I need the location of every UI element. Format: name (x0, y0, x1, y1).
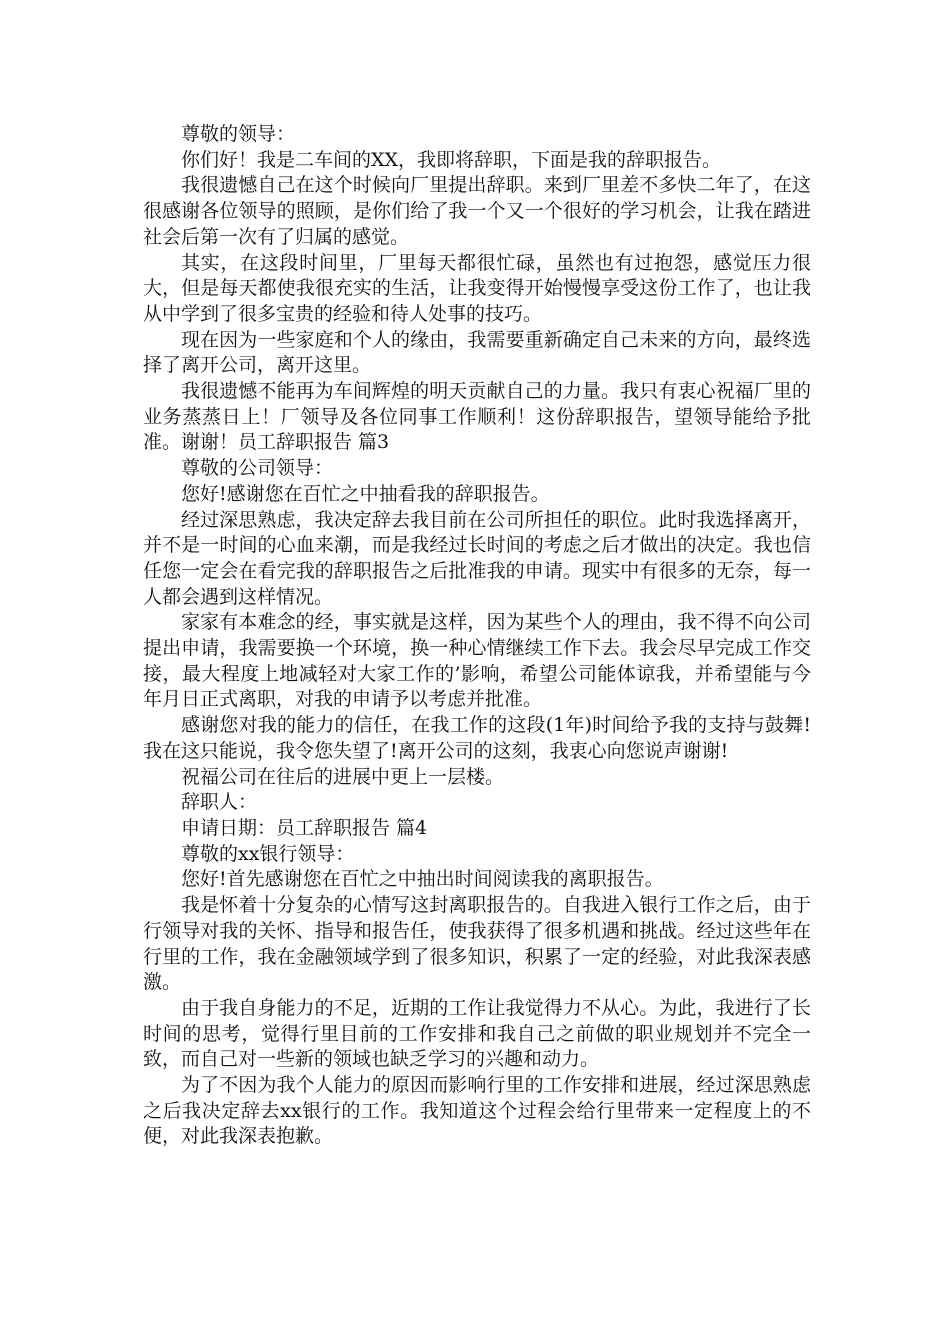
paragraph: 祝福公司在往后的进展中更上一层楼。 (181, 765, 505, 788)
paragraph-signer: 辞职人： (181, 791, 258, 814)
paragraph-date: 申请日期：员工辞职报告 篇4 (181, 816, 428, 839)
paragraph: 现在因为一些家庭和个人的缘由，我需要重新确定自己未来的方向，最终选择了离开公司，离开这里。 (143, 328, 811, 377)
paragraph: 我很遗憾自己在这个时候向厂里提出辞职。来到厂里差不多快二年了，在这很感谢各位领导的照顾，是你们给了我一个又一个很好的学习机会，让我在踏进社会后第一次有了归属的感觉。 (143, 174, 811, 248)
paragraph: 其实，在这段时间里，厂里每天都很忙碌，虽然也有过抱怨，感觉压力很大，但是每天都使我很充实的生活，让我变得开始慢慢享受这份工作了，也让我从中学到了很多宝贵的经验和待人处事的技巧。 (143, 251, 811, 325)
paragraph: 家家有本难念的经，事实就是这样，因为某些个人的理由，我不得不向公司提出申请，我需要换一个环境，换一种心情继续工作下去。我会尽早完成工作交接，最大程度上地减轻对大家工作的’影响，希望公司能体谅我，并希望能与今年月日正式离职，对我的申请予以考虑并批准。 (143, 611, 811, 711)
paragraph-greeting-4: 您好!首先感谢您在百忙之中抽出时间阅读我的离职报告。 (181, 868, 664, 891)
paragraph: 我是怀着十分复杂的心情写这封离职报告的。自我进入银行工作之后，由于行领导对我的关怀、指导和报告任，使我获得了很多机遇和挑战。经过这些年在行里的工作，我在金融领域学到了很多知识，积累了一定的经验，对此我深表感激。 (143, 894, 811, 994)
paragraph: 为了不因为我个人能力的原因而影响行里的工作安排和进展，经过深思熟虑之后我决定辞去xx银行的工作。我知道这个过程会给行里带来一定程度上的不便，对此我深表抱歉。 (143, 1074, 811, 1148)
paragraph: 我很遗憾不能再为车间辉煌的明天贡献自己的力量。我只有衷心祝福厂里的业务蒸蒸日上！厂领导及各位同事工作顺利！这份辞职报告，望领导能给予批准。谢谢！员工辞职报告 篇3 (143, 380, 811, 454)
document-body (143, 122, 811, 1150)
paragraph-greeting-1: 你们好！我是二车间的XX，我即将辞职，下面是我的辞职报告。 (181, 148, 722, 171)
paragraph: 经过深思熟虑，我决定辞去我目前在公司所担任的职位。此时我选择离开，并不是一时间的心血来潮，而是我经过长时间的考虑之后才做出的决定。我也信任您一定会在看完我的辞职报告之后批准我的申请。现实中有很多的无奈，每一人都会遇到这样情况。 (143, 508, 811, 608)
paragraph-greeting-3: 您好!感谢您在百忙之中抽看我的辞职报告。 (181, 482, 550, 505)
paragraph: 感谢您对我的能力的信任，在我工作的这段(1年)时间给予我的支持与鼓舞!我在这只能说，我令您失望了!离开公司的这刻，我衷心向您说声谢谢! (143, 714, 811, 762)
paragraph-salutation-1: 尊敬的领导： (181, 123, 296, 145)
paragraph-salutation-3: 尊敬的公司领导： (181, 457, 334, 480)
paragraph-salutation-4: 尊敬的xx银行领导： (181, 842, 355, 865)
paragraph: 由于我自身能力的不足，近期的工作让我觉得力不从心。为此，我进行了长时间的思考，觉得行里目前的工作安排和我自己之前做的职业规划并不完全一致，而自己对一些新的领域也缺乏学习的兴趣和动力。 (143, 996, 811, 1071)
